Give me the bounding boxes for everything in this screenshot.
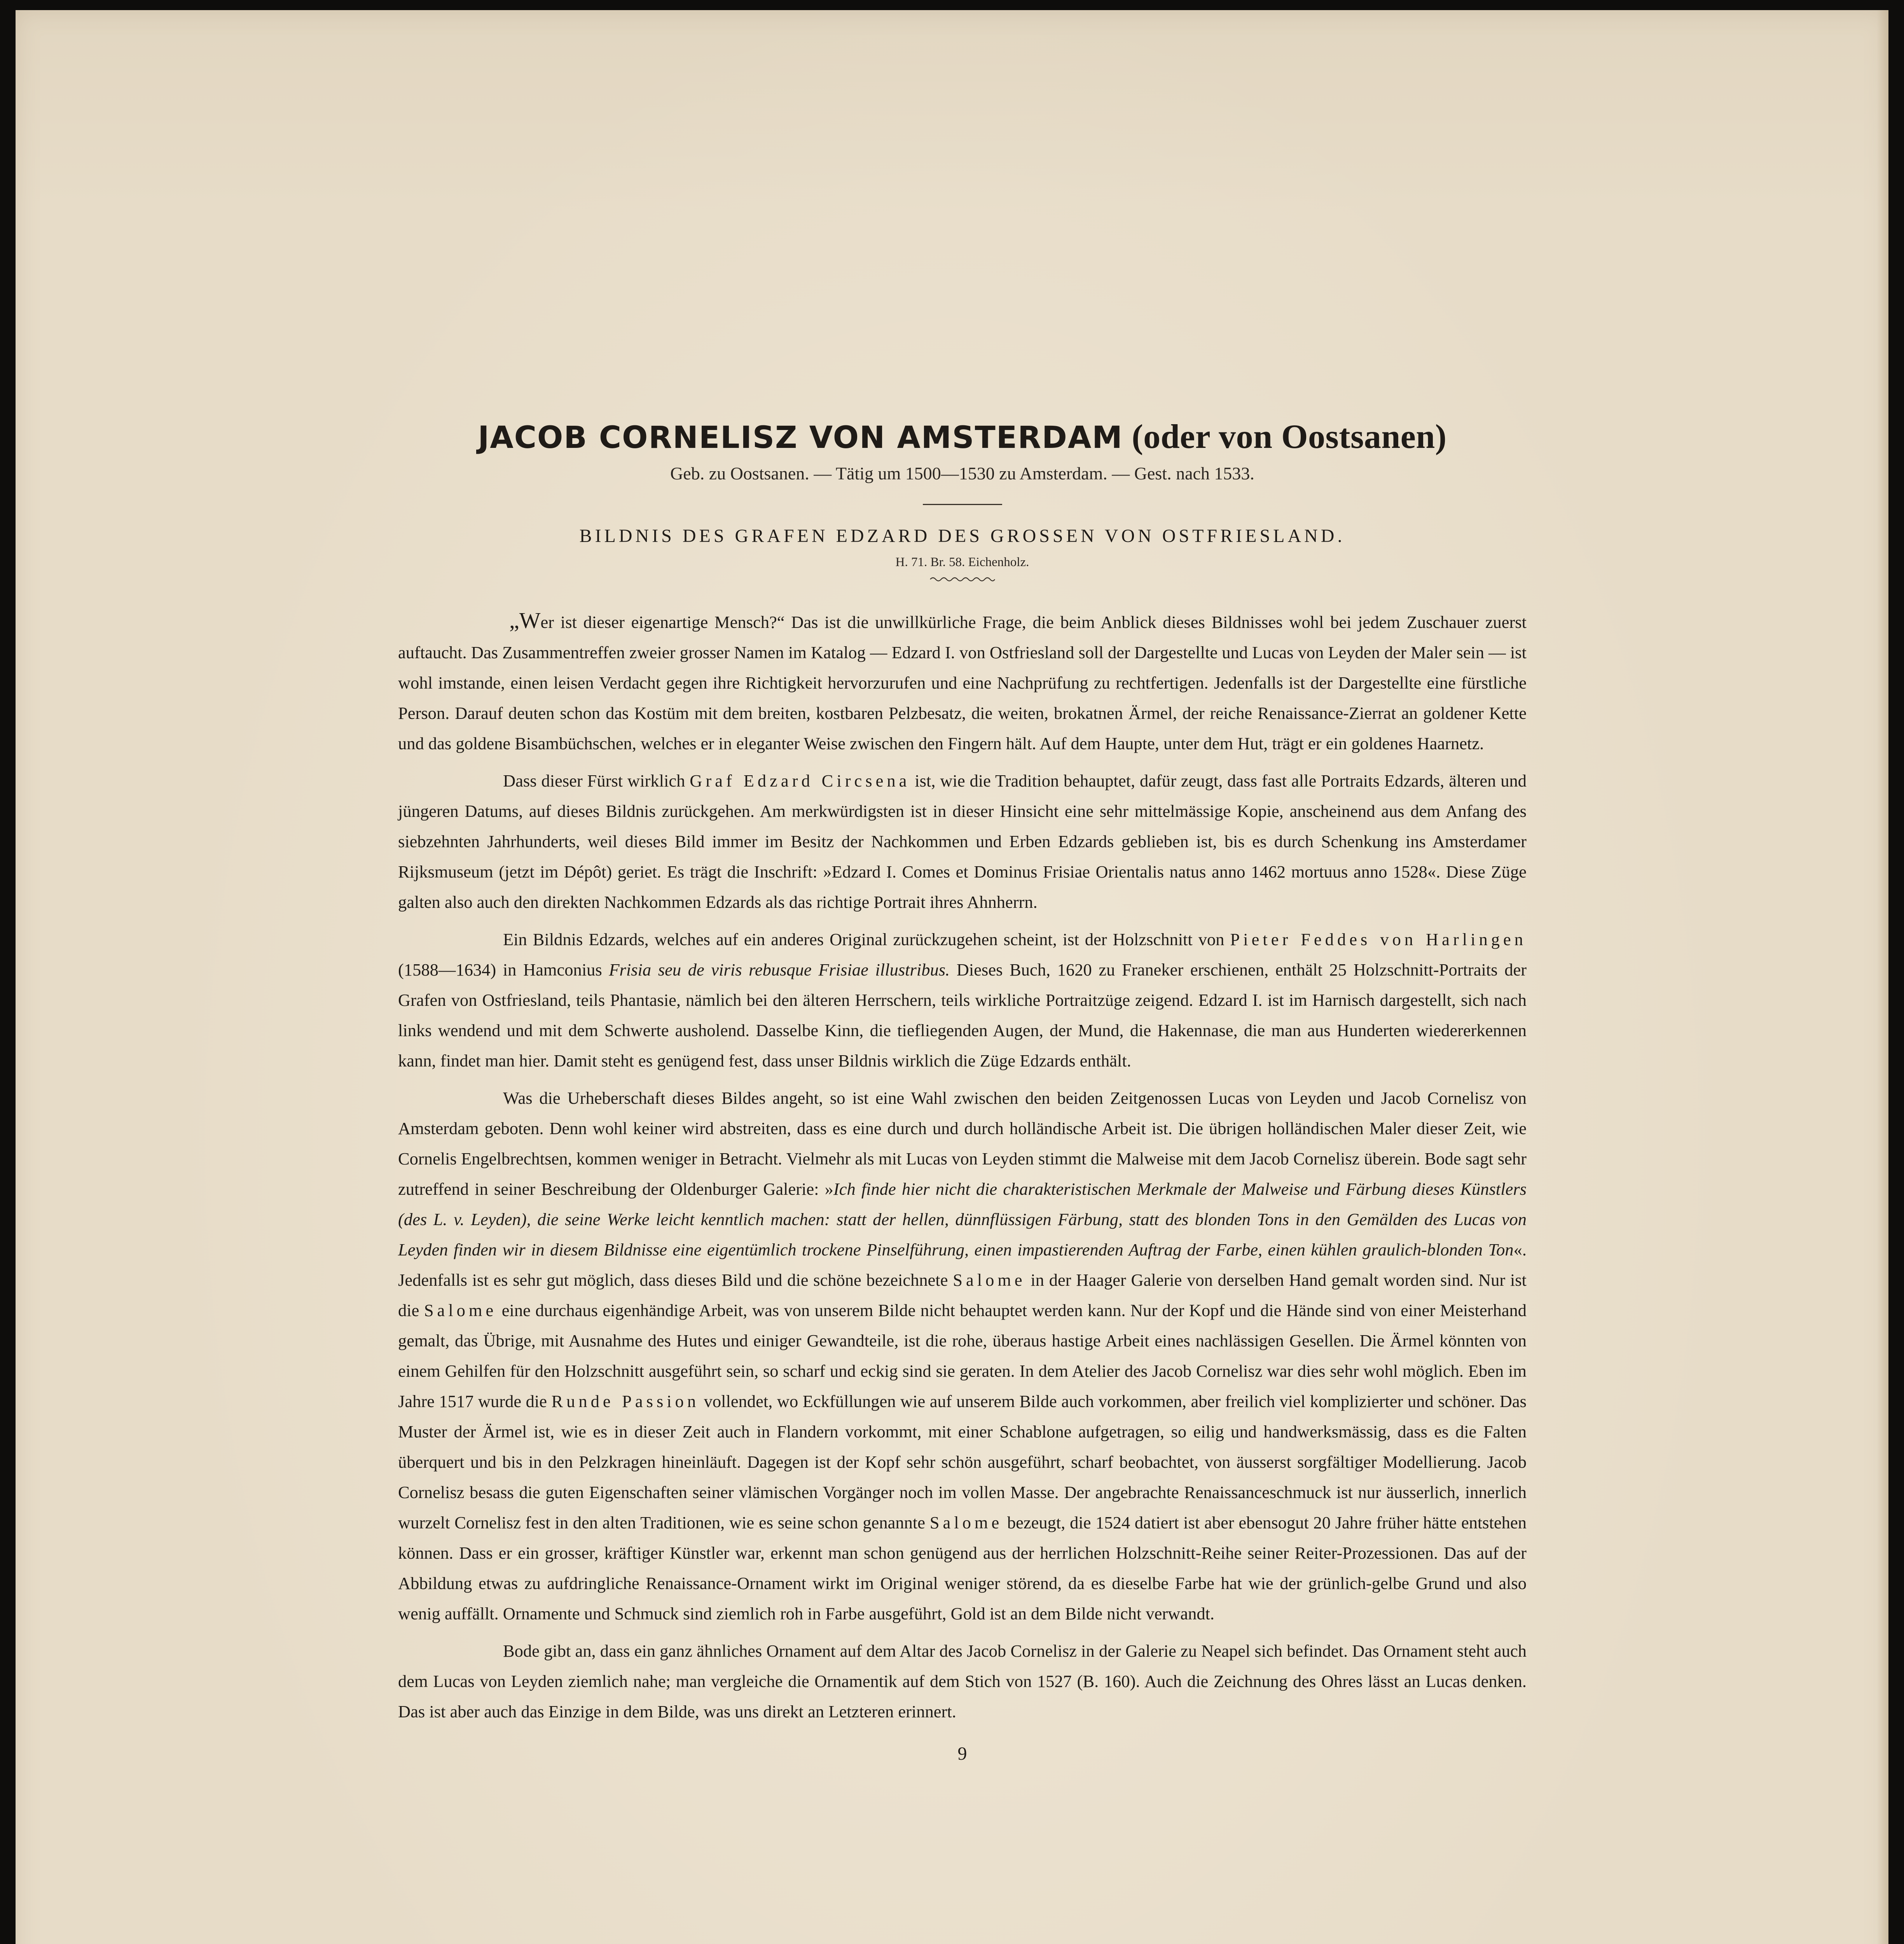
paragraph-4 (398, 1083, 1527, 1629)
drop-lead: „W (509, 607, 541, 633)
page-title (398, 418, 1527, 456)
paragraph-3-text-b: (1588—1634) in Hamconius (398, 960, 609, 979)
spaced-runde-passion: Runde Passion (551, 1391, 700, 1411)
work-title: BILDNIS DES GRAFEN EDZARD DES GROSSEN VON OSTFRIESLAND. (579, 525, 1345, 546)
spaced-salome-1: Salome (953, 1270, 1026, 1290)
page-content (398, 418, 1527, 1764)
paragraph-3-text-c: Dieses Buch, 1620 zu Franeker erschienen, enthält 25 Holzschnitt-Portraits der Grafen von Ostfriesland, teils Phantasie, nämlich bei den älteren Herrschern, teils wirkliche Portraitzüge zeigend. Edzard I. ist im Harnisch dargestellt, sich nach links wendend und mit dem Schwerte ausholend. Dasselbe Kinn, die tiefliegenden Augen, der Mund, die Hakennase, die man aus Hunderten wiedererkennen kann, findet man hier. Damit steht es genügend fest, dass unser Bildnis wirklich die Züge Edzards enthält. (398, 960, 1527, 1070)
paragraph-1 (398, 605, 1527, 759)
paragraph-4-text-c: in der Haager Galerie von derselben Hand gemalt worden sind. Nur ist die (398, 1270, 1527, 1320)
page-sheet (16, 10, 1888, 1944)
paragraph-5 (398, 1636, 1527, 1727)
page-number: 9 (957, 1743, 967, 1764)
paragraph-4-text-a: Was die Urheberschaft dieses Bildes angeht, so ist eine Wahl zwischen den beiden Zeitgenossen Lucas von Leyden und Jacob Cornelisz von Amsterdam geboten. Denn wohl keiner wird abstreiten, dass es eine durch und durch holländische Arbeit ist. Die übrigen holländischen Maler dieser Zeit, wie Cornelis Engelbrechtsen, kommen weniger in Betracht. Vielmehr als mit Lucas von Leyden stimmt die Malweise mit dem Jacob Cornelisz überein. Bode sagt sehr zutreffend in seiner Beschreibung der Oldenburger Galerie: » (398, 1088, 1527, 1199)
spaced-salome-2: Salome (424, 1300, 497, 1320)
artist-name: JACOB CORNELISZ VON AMSTERDAM (478, 420, 1123, 455)
paragraph-4-text-b: «. Jedenfalls ist es sehr gut möglich, dass dieses Bild und die schöne bezeichnete (398, 1239, 1527, 1290)
ornament-squiggle (929, 575, 996, 584)
artist-alt-name: (oder von Oostsanen) (1132, 418, 1447, 456)
paragraph-5-text: Bode gibt an, dass ein ganz ähnliches Ornament auf dem Altar des Jacob Cornelisz in der Galerie zu Neapel sich befindet. Das Ornament steht auch dem Lucas von Leyden ziemlich nahe; man vergleiche die Ornamentik auf dem Stich von 1527 (B. 160). Auch die Zeichnung des Ohres lässt an Lucas denken. Das ist aber auch das Einzige in dem Bilde, was uns direkt an Letzteren erinnert. (398, 1641, 1527, 1721)
page-edge-shadow (1877, 10, 1888, 1944)
divider-rule (923, 504, 1002, 505)
italic-book-title: Frisia seu de viris rebusque Frisiae illustribus. (609, 960, 950, 979)
artist-dates: Geb. zu Oostsanen. — Tätig um 1500—1530 zu Amsterdam. — Gest. nach 1533. (670, 463, 1254, 483)
spaced-salome-3: Salome (929, 1512, 1003, 1532)
paragraph-4-text-d: eine durchaus eigenhändige Arbeit, was von unserem Bilde nicht behauptet werden kann. Nur der Kopf und die Hände sind von einer Meisterhand gemalt, das Übrige, mit Ausnahme des Hutes und einiger Gewandteile, ist die rohe, überaus hastige Arbeit eines nachlässigen Gesellen. Die Ärmel könnten von einem Gehilfen für den Holzschnitt ausgeführt sein, so scharf und eckig sind sie geraten. In dem Atelier des Jacob Cornelisz war dies sehr wohl möglich. Eben im Jahre 1517 wurde die (398, 1300, 1527, 1411)
paragraph-3 (398, 924, 1527, 1076)
paragraph-2-text-b: ist, wie die Tradition behauptet, dafür zeugt, dass fast alle Portraits Edzards, älteren und jüngeren Datums, auf dieses Bildnis zurückgehen. Am merkwürdigsten ist in dieser Hinsicht eine sehr mittelmässige Kopie, anscheinend aus dem Anfang des siebzehnten Jahrhunderts, weil dieses Bild immer im Besitz der Nachkommen und Erben Edzards geblieben ist, bis es durch Schenkung ins Amsterdamer Rijksmuseum (jetzt im Dépôt) geriet. Es trägt die Inschrift: »Edzard I. Comes et Dominus Frisiae Orientalis natus anno 1462 mortuus anno 1528«. Diese Züge galten also auch den direkten Nachkommen Edzards als das richtige Portrait ihres Ahnherrn. (398, 771, 1527, 912)
spaced-name-edzard: Graf Edzard Circsena (690, 771, 910, 790)
paragraph-4-text-f: bezeugt, die 1524 datiert ist aber ebensogut 20 Jahre früher hätte entstehen können. Dass er ein grosser, kräftiger Künstler war, erkennt man schon genügend aus der herrlichen Holzschnitt-Reihe seiner Reiter-Prozessionen. Das auf der Abbildung etwas zu aufdringliche Renaissance-Ornament wirkt im Original weniger störend, da es dieselbe Farbe hat wie der grünlich-gelbe Grund und also wenig auffällt. Ornamente und Schmuck sind ziemlich roh in Farbe ausgeführt, Gold ist an dem Bilde nicht verwandt. (398, 1512, 1527, 1623)
work-dimensions: H. 71. Br. 58. Eichenholz. (895, 555, 1029, 569)
paragraph-4-text-e: vollendet, wo Eckfüllungen wie auf unserem Bilde auch vorkommen, aber freilich viel komplizierter und schöner. Das Muster der Ärmel ist, wie es in dieser Zeit auch in Flandern vorkommt, mit einer Schablone aufgetragen, so eilig und handwerksmässig, dass es die Falten überquert und bis in den Pelzkragen hineinläuft. Dagegen ist der Kopf sehr schön ausgeführt, scharf beobachtet, von äusserst sorgfältiger Modellierung. Jacob Cornelisz besass die guten Eigenschaften seiner vlämischen Vorgänger noch im vollen Masse. Der angebrachte Renaissanceschmuck ist nur äusserlich, innerlich wurzelt Cornelisz fest in den alten Traditionen, wie es seine schon genannte (398, 1391, 1527, 1532)
paragraph-1-text: er ist dieser eigenartige Mensch?“ Das ist die unwillkürliche Frage, die beim Anblick dieses Bildnisses wohl bei jedem Zuschauer zuerst auftaucht. Das Zusammentreffen zweier grosser Namen im Katalog — Edzard I. von Ostfriesland soll der Dargestellte und Lucas von Leyden der Maler sein — ist wohl imstande, einen leisen Verdacht gegen ihre Richtigkeit hervorzurufen und eine Nachprüfung zu rechtfertigen. Jedenfalls ist der Dargestellte eine fürstliche Person. Darauf deuten schon das Kostüm mit dem breiten, kostbaren Pelzbesatz, die weiten, brokatnen Ärmel, der reiche Renaissance-Zierrat an goldener Kette und das goldene Bisambüchschen, welches er in eleganter Weise zwischen den Fingern hält. Auf dem Haupte, unter dem Hut, trägt er ein goldenes Haarnetz. (398, 612, 1527, 753)
spaced-name-feddes: Pieter Feddes von Harlingen (1230, 929, 1527, 949)
paragraph-2-text-a: Dass dieser Fürst wirklich (503, 771, 690, 790)
italic-quote-bode: Ich finde hier nicht die charakteristischen Merkmale der Malweise und Färbung dieses Künstlers (des L. v. Leyden), die seine Werke leicht kenntlich machen: statt der hellen, dünnflüssigen Färbung, statt des blonden Tons in den Gemälden des Lucas von Leyden finden wir in diesem Bildnisse eine eigentümlich trockene Pinselführung, einen impastierenden Auftrag der Farbe, einen kühlen graulich-blonden Ton (398, 1179, 1527, 1259)
paragraph-3-text-a: Ein Bildnis Edzards, welches auf ein anderes Original zurückzugehen scheint, ist der Holzschnitt von (503, 929, 1230, 949)
paragraph-2 (398, 766, 1527, 917)
article-body (398, 605, 1527, 1727)
